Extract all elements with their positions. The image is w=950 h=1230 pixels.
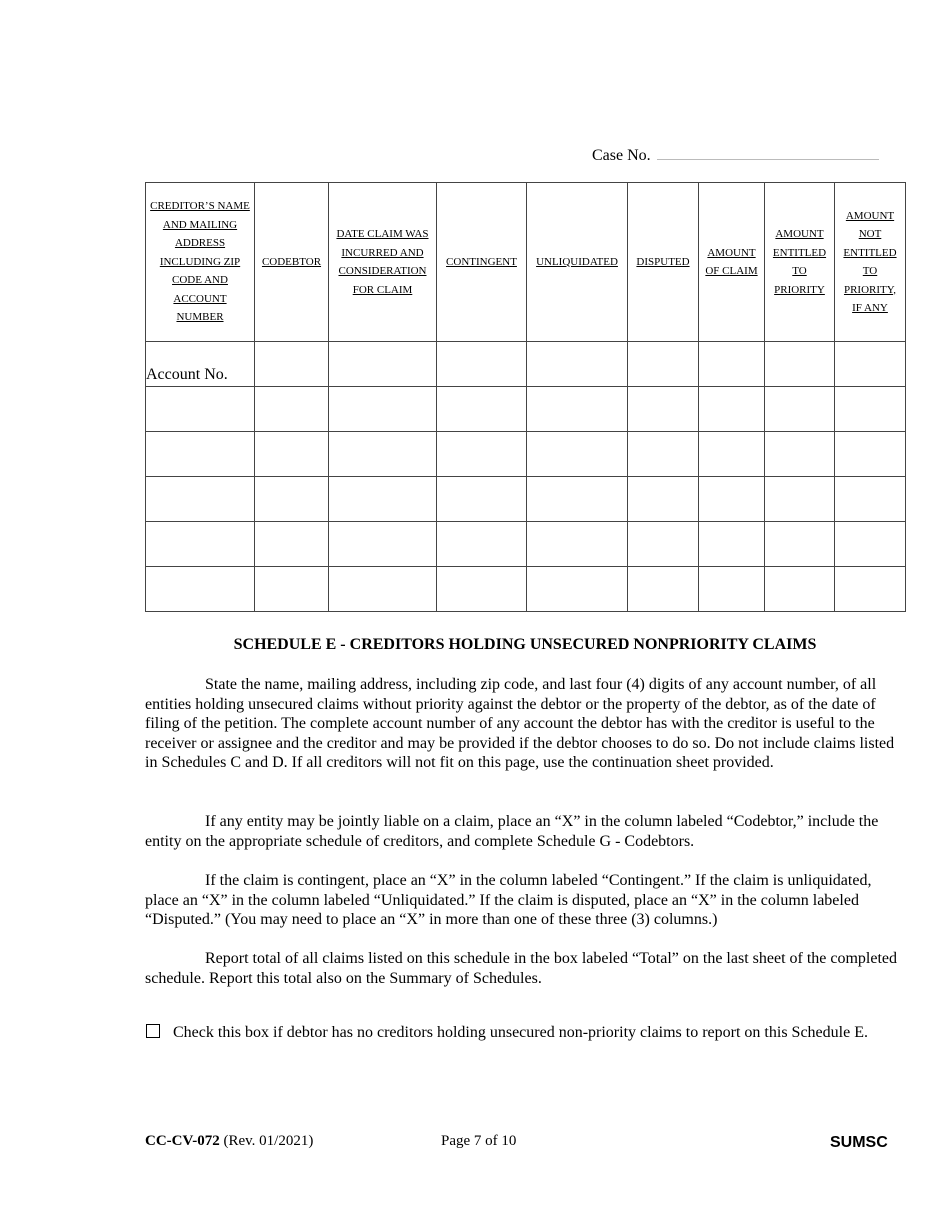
column-header-codebtor: CODEBTOR	[255, 183, 329, 342]
case-number-input-line[interactable]	[657, 145, 879, 160]
table-cell[interactable]	[255, 567, 329, 612]
table-cell[interactable]	[765, 567, 835, 612]
table-cell[interactable]	[699, 432, 765, 477]
table-cell[interactable]	[437, 387, 527, 432]
column-header-contingent: CONTINGENT	[437, 183, 527, 342]
no-creditors-checkbox-label: Check this box if debtor has no creditors holding unsecured non-priority claims to report on this Schedule E.	[173, 1024, 868, 1041]
table-cell[interactable]	[437, 477, 527, 522]
table-cell[interactable]	[527, 342, 628, 387]
table-cell-account[interactable]	[146, 342, 255, 387]
court-code: SUMSC	[830, 1134, 888, 1151]
form-code	[145, 1133, 313, 1150]
table-cell[interactable]	[628, 387, 699, 432]
table-cell[interactable]	[699, 477, 765, 522]
table-cell[interactable]	[437, 432, 527, 477]
column-header-amount-of-claim: AMOUNT OF CLAIM	[699, 183, 765, 342]
table-cell[interactable]	[835, 342, 906, 387]
no-creditors-checkbox-row	[146, 1023, 868, 1042]
column-header-disputed: DISPUTED	[628, 183, 699, 342]
table-row	[146, 567, 906, 612]
case-number-label: Case No.	[592, 147, 651, 164]
table-cell[interactable]	[527, 432, 628, 477]
column-header-unliquidated: UNLIQUIDATED	[527, 183, 628, 342]
table-cell[interactable]	[329, 477, 437, 522]
table-cell[interactable]	[628, 432, 699, 477]
table-row	[146, 522, 906, 567]
instruction-paragraph-4: Report total of all claims listed on this schedule in the box labeled “Total” on the last sheet of the completed schedule. Report this total also on the Summary of Schedules.	[145, 950, 898, 987]
table-cell[interactable]	[835, 567, 906, 612]
table-row	[146, 432, 906, 477]
table-cell[interactable]	[146, 432, 255, 477]
table-cell[interactable]	[699, 567, 765, 612]
table-cell[interactable]	[628, 522, 699, 567]
column-header-amount-entitled: AMOUNT ENTITLED TO PRIORITY	[765, 183, 835, 342]
table-cell[interactable]	[255, 477, 329, 522]
table-cell[interactable]	[329, 387, 437, 432]
table-row	[146, 342, 906, 387]
table-cell[interactable]	[835, 522, 906, 567]
table-cell[interactable]	[835, 477, 906, 522]
instruction-paragraph-2: If any entity may be jointly liable on a claim, place an “X” in the column labeled “Codebtor,” include the entity on the appropriate schedule of creditors, and complete Schedule G - Codebtors.	[145, 813, 879, 850]
table-cell[interactable]	[146, 387, 255, 432]
table-cell[interactable]	[835, 432, 906, 477]
table-cell[interactable]	[628, 567, 699, 612]
creditors-table	[145, 182, 906, 612]
table-header-row	[146, 183, 906, 342]
case-number-field	[592, 145, 879, 165]
table-cell[interactable]	[527, 567, 628, 612]
table-cell[interactable]	[146, 477, 255, 522]
table-cell[interactable]	[765, 522, 835, 567]
table-cell[interactable]	[437, 522, 527, 567]
form-revision: (Rev. 01/2021)	[223, 1133, 314, 1149]
table-cell[interactable]	[329, 432, 437, 477]
table-cell[interactable]	[437, 567, 527, 612]
table-cell[interactable]	[146, 522, 255, 567]
table-cell[interactable]	[255, 342, 329, 387]
table-cell[interactable]	[765, 387, 835, 432]
table-cell[interactable]	[255, 522, 329, 567]
table-cell[interactable]	[329, 342, 437, 387]
instruction-paragraph-1: State the name, mailing address, including zip code, and last four (4) digits of any account number, of all entities holding unsecured claims without priority against the debtor or the property of the debtor, as of the date of filing of the petition. The complete account number of any account the debtor has with the creditor is useful to the receiver or assignee and the creditor and may be provided if the debtor chooses to do so. Do not include claims listed in Schedules C and D. If all creditors will not fit on this page, use the continuation sheet provided.	[145, 676, 895, 771]
column-header-date-claim: DATE CLAIM WAS INCURRED AND CONSIDERATION FOR CLAIM	[329, 183, 437, 342]
table-cell[interactable]	[699, 522, 765, 567]
table-cell[interactable]	[628, 477, 699, 522]
no-creditors-checkbox[interactable]	[146, 1024, 160, 1038]
table-cell[interactable]	[699, 342, 765, 387]
table-cell[interactable]	[835, 387, 906, 432]
table-cell[interactable]	[146, 567, 255, 612]
table-cell[interactable]	[765, 432, 835, 477]
table-cell[interactable]	[765, 342, 835, 387]
column-header-creditor: CREDITOR’S NAME AND MAILING ADDRESS INCLUDING ZIP CODE AND ACCOUNT NUMBER	[146, 183, 255, 342]
instruction-paragraph-3: If the claim is contingent, place an “X” in the column labeled “Contingent.” If the claim is unliquidated, place an “X” in the column labeled “Unliquidated.” If the claim is disputed, place an “X” in the column labeled “Disputed.” (You may need to place an “X” in more than one of these three (3) columns.)	[145, 872, 872, 928]
table-cell[interactable]	[765, 477, 835, 522]
table-cell[interactable]	[527, 387, 628, 432]
table-cell[interactable]	[329, 522, 437, 567]
page-number: Page 7 of 10	[441, 1133, 517, 1149]
column-header-amount-not-entitled: AMOUNT NOT ENTITLED TO PRIORITY, IF ANY	[835, 183, 906, 342]
table-cell[interactable]	[527, 522, 628, 567]
table-cell[interactable]	[437, 342, 527, 387]
table-cell[interactable]	[329, 567, 437, 612]
table-cell[interactable]	[255, 387, 329, 432]
table-row	[146, 477, 906, 522]
table-cell[interactable]	[255, 432, 329, 477]
account-number-label: Account No.	[146, 366, 228, 383]
form-code-number: CC-CV-072	[145, 1133, 220, 1149]
schedule-title: SCHEDULE E - CREDITORS HOLDING UNSECURED NONPRIORITY CLAIMS	[233, 636, 817, 653]
table-row	[146, 387, 906, 432]
table-cell[interactable]	[527, 477, 628, 522]
table-cell[interactable]	[628, 342, 699, 387]
table-cell[interactable]	[699, 387, 765, 432]
